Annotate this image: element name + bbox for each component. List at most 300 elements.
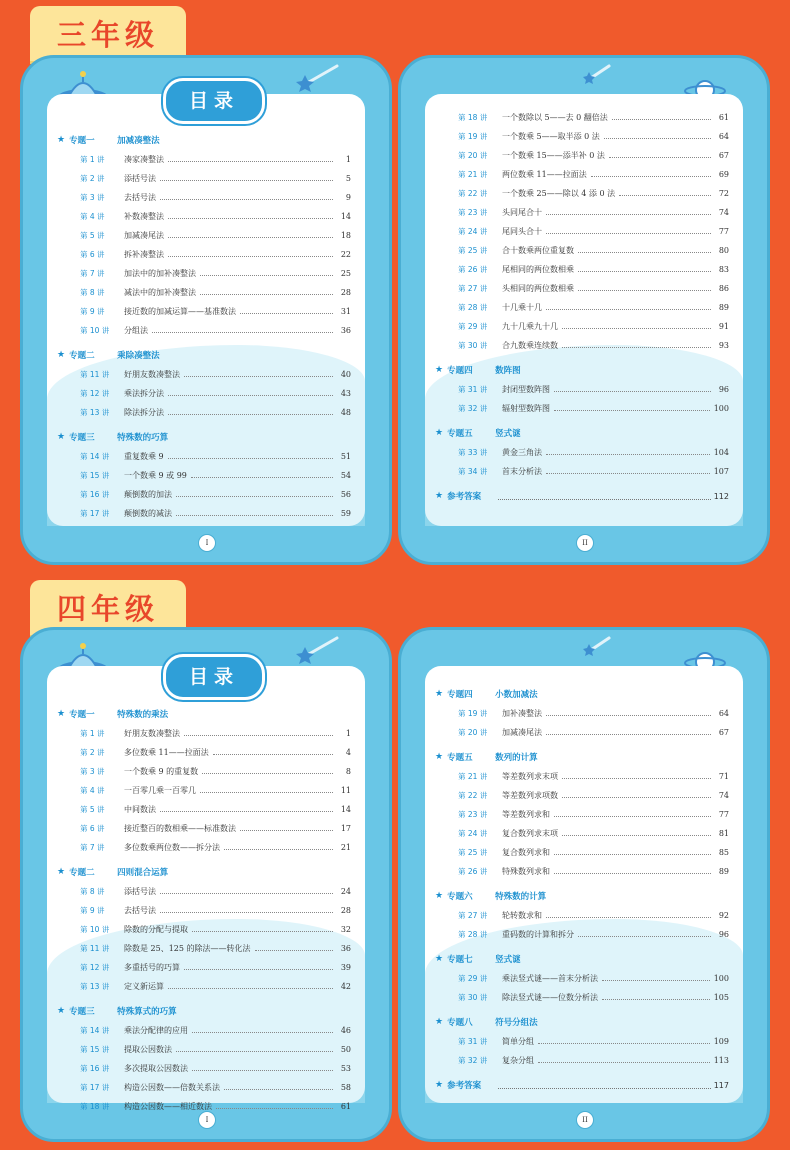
lecture-name: 一百零几乘一百零几 [124, 786, 196, 795]
lecture-name: 减法中的加补凑整法 [124, 288, 196, 297]
section-topic: 专题四 [447, 690, 473, 700]
section-heading [435, 486, 729, 506]
page-number: 89 [718, 303, 729, 312]
dot-leader [554, 847, 711, 855]
g4-right-screen [425, 666, 743, 1103]
toc-entry[interactable] [435, 165, 729, 184]
page-number: 113 [713, 1056, 729, 1065]
page-number: 100 [713, 974, 729, 983]
toc-entry[interactable] [57, 245, 351, 264]
lecture-name: 轮转数求和 [502, 911, 542, 920]
toc-entry[interactable] [57, 504, 351, 523]
g4-left-toc [57, 704, 351, 1116]
lecture-number: 第 24 讲 [458, 227, 488, 236]
dot-leader [184, 962, 333, 970]
lecture-number: 第 13 讲 [80, 982, 110, 991]
dot-leader [192, 924, 333, 932]
lecture-number: 第 2 讲 [80, 174, 105, 183]
lecture-number: 第 1 讲 [80, 729, 105, 738]
dot-leader [255, 943, 333, 951]
page-number: 93 [718, 341, 729, 350]
page-number: 14 [340, 805, 351, 814]
dot-leader [546, 207, 711, 215]
dot-leader [176, 1044, 333, 1052]
lecture-number: 第 28 讲 [458, 930, 488, 939]
lecture-name: 多重括号的巧算 [124, 963, 180, 972]
toc-entry[interactable] [57, 819, 351, 838]
lecture-number: 第 22 讲 [458, 189, 488, 198]
star-icon: ★ [435, 689, 444, 699]
toc-entry[interactable] [57, 466, 351, 485]
page-number: 74 [718, 208, 729, 217]
toc-entry[interactable] [57, 403, 351, 422]
lecture-number: 第 25 讲 [458, 246, 488, 255]
page-number: 36 [340, 326, 351, 335]
lecture-number: 第 16 讲 [80, 1064, 110, 1073]
star-icon: ★ [57, 135, 66, 145]
section-heading [435, 949, 729, 969]
page-number: 96 [718, 930, 729, 939]
dot-leader [578, 283, 711, 291]
toc-entry[interactable] [57, 920, 351, 939]
section-title: 小数加减法 [495, 690, 538, 700]
toc-entry[interactable] [57, 977, 351, 996]
page-mark: II [576, 534, 594, 552]
lecture-name: 简单分组 [502, 1037, 534, 1046]
dot-leader [160, 804, 333, 812]
toc-entry[interactable] [57, 384, 351, 403]
lecture-number: 第 27 讲 [458, 284, 488, 293]
dot-leader [609, 150, 711, 158]
lecture-name: 除法竖式谜——位数分析法 [502, 993, 598, 1002]
toc-entry[interactable] [435, 723, 729, 742]
dot-leader [192, 1063, 333, 1071]
toc-entry[interactable] [435, 222, 729, 241]
lecture-number: 第 30 讲 [458, 993, 488, 1002]
toc-entry[interactable] [435, 704, 729, 723]
lecture-name: 等差数列求项数 [502, 791, 558, 800]
toc-entry[interactable] [57, 1040, 351, 1059]
lecture-name: 等差数列求和 [502, 810, 550, 819]
toc-entry[interactable] [435, 146, 729, 165]
toc-entry[interactable] [435, 786, 729, 805]
page-number: 28 [340, 288, 351, 297]
toc-entry[interactable] [57, 169, 351, 188]
lecture-number: 第 23 讲 [458, 810, 488, 819]
lecture-number: 第 29 讲 [458, 322, 488, 331]
page-number: 14 [340, 212, 351, 221]
page-number: 18 [340, 231, 351, 240]
dot-leader [176, 489, 333, 497]
star-icon: ★ [435, 428, 444, 438]
section-title: 竖式谜 [495, 429, 521, 439]
lecture-name: 定义新运算 [124, 982, 164, 991]
lecture-name: 合十数乘两位重复数 [502, 246, 574, 255]
lecture-number: 第 1 讲 [80, 155, 105, 164]
g3-right-toc [435, 108, 729, 506]
section-title: 竖式谜 [495, 955, 521, 965]
toc-entry[interactable] [57, 901, 351, 920]
section-title: 特殊数的乘法 [117, 710, 169, 720]
toc-entry[interactable] [435, 805, 729, 824]
toc-entry[interactable] [57, 1078, 351, 1097]
page-number: 77 [718, 810, 729, 819]
page-number: 50 [340, 1045, 351, 1054]
page-number: 54 [340, 471, 351, 480]
toc-entry[interactable] [435, 969, 729, 988]
page-number: 9 [345, 193, 351, 202]
dot-leader [192, 1025, 333, 1033]
lecture-name: 加补凑整法 [502, 709, 542, 718]
toc-entry[interactable] [435, 279, 729, 298]
dot-leader [546, 226, 711, 234]
toc-entry[interactable] [435, 862, 729, 881]
page-number: 17 [340, 824, 351, 833]
section-topic: 专题三 [69, 1007, 95, 1017]
lecture-number: 第 26 讲 [458, 867, 488, 876]
toc-entry[interactable] [57, 800, 351, 819]
star-icon: ★ [57, 1006, 66, 1016]
section-title: 加减凑整法 [117, 136, 160, 146]
lecture-number: 第 7 讲 [80, 269, 105, 278]
lecture-number: 第 4 讲 [80, 212, 105, 221]
toc-entry[interactable] [435, 127, 729, 146]
lecture-number: 第 34 讲 [458, 467, 488, 476]
lecture-number: 第 18 讲 [458, 113, 488, 122]
toc-entry[interactable] [57, 958, 351, 977]
dot-leader [168, 249, 333, 257]
toc-entry[interactable] [435, 1051, 729, 1070]
star-icon: ★ [435, 1017, 444, 1027]
lecture-name: 构造公因数——倍数关系法 [124, 1083, 220, 1092]
lecture-name: 辐射型数阵图 [502, 404, 550, 413]
lecture-name: 多位数乘 11——拉面法 [124, 748, 209, 757]
lecture-name: 十几乘十几 [502, 303, 542, 312]
lecture-number: 第 6 讲 [80, 250, 105, 259]
dot-leader [612, 112, 711, 120]
lecture-name: 九十几乘九十几 [502, 322, 558, 331]
lecture-name: 加减凑尾法 [502, 728, 542, 737]
lecture-name: 首末分析法 [502, 467, 542, 476]
toc-entry[interactable] [57, 939, 351, 958]
page-number: 71 [718, 772, 729, 781]
lecture-number: 第 30 讲 [458, 341, 488, 350]
toc-entry[interactable] [57, 302, 351, 321]
section-title: 符号分组法 [495, 1018, 538, 1028]
lecture-number: 第 8 讲 [80, 887, 105, 896]
lecture-number: 第 27 讲 [458, 911, 488, 920]
toc-entry[interactable] [435, 108, 729, 127]
lecture-name: 一个数乘 15——添半补 0 法 [502, 151, 605, 160]
lecture-name: 提取公因数法 [124, 1045, 172, 1054]
lecture-name: 复合数列求和 [502, 848, 550, 857]
section-heading [435, 886, 729, 906]
page-number: 43 [340, 389, 351, 398]
page-number: 4 [345, 748, 351, 757]
lecture-name: 补数凑整法 [124, 212, 164, 221]
page-number: 74 [718, 791, 729, 800]
section-heading [57, 130, 351, 150]
toc-entry[interactable] [57, 781, 351, 800]
toc-entry[interactable] [435, 298, 729, 317]
toc-entry[interactable] [435, 462, 729, 481]
lecture-name: 构造公因数——相近数法 [124, 1102, 212, 1111]
dot-leader [546, 447, 710, 455]
dot-leader [602, 992, 710, 1000]
dot-leader [160, 905, 333, 913]
dot-leader [240, 823, 333, 831]
lecture-number: 第 22 讲 [458, 791, 488, 800]
toc-entry[interactable] [435, 906, 729, 925]
dot-leader [184, 728, 333, 736]
toc-entry[interactable] [57, 207, 351, 226]
lecture-number: 第 5 讲 [80, 231, 105, 240]
section-topic: 参考答案 [447, 1081, 482, 1091]
lecture-number: 第 21 讲 [458, 772, 488, 781]
section-title: 特殊算式的巧算 [117, 1007, 177, 1017]
lecture-name: 凑家凑整法 [124, 155, 164, 164]
dot-leader [578, 245, 711, 253]
section-heading [435, 1012, 729, 1032]
lecture-name: 尾相同的两位数相乘 [502, 265, 574, 274]
lecture-number: 第 15 讲 [80, 471, 110, 480]
toc-entry[interactable] [57, 838, 351, 857]
dot-leader [591, 169, 711, 177]
toc-entry[interactable] [435, 203, 729, 222]
lecture-number: 第 16 讲 [80, 490, 110, 499]
page-mark: II [576, 1111, 594, 1129]
section-heading [57, 427, 351, 447]
toc-entry[interactable] [435, 380, 729, 399]
lecture-name: 尾同头合十 [502, 227, 542, 236]
toc-entry[interactable] [57, 1021, 351, 1040]
grade3-tag-label: 三年级 [56, 18, 159, 52]
dot-leader [578, 929, 711, 937]
dot-leader [602, 973, 710, 981]
page-number: 69 [718, 170, 729, 179]
g3-left-toc [57, 130, 351, 523]
page-number: 31 [340, 307, 351, 316]
lecture-number: 第 25 讲 [458, 848, 488, 857]
lecture-number: 第 12 讲 [80, 389, 110, 398]
section-page: 117 [713, 1080, 729, 1090]
lecture-number: 第 32 讲 [458, 1056, 488, 1065]
dot-leader [562, 340, 711, 348]
section-heading [435, 747, 729, 767]
section-topic: 专题二 [69, 868, 95, 878]
page-number: 1 [345, 729, 351, 738]
toc-entry[interactable] [57, 365, 351, 384]
page-number: 67 [718, 151, 729, 160]
dot-leader [200, 287, 333, 295]
toc-entry[interactable] [57, 188, 351, 207]
toc-entry[interactable] [57, 1059, 351, 1078]
page-number: 40 [340, 370, 351, 379]
dot-leader [546, 708, 711, 716]
lecture-number: 第 14 讲 [80, 452, 110, 461]
lecture-number: 第 5 讲 [80, 805, 105, 814]
dot-leader [619, 188, 711, 196]
toc-entry[interactable] [435, 260, 729, 279]
page-number: 8 [345, 767, 351, 776]
page-number: 46 [340, 1026, 351, 1035]
dot-leader [168, 211, 333, 219]
lecture-name: 等差数列求末项 [502, 772, 558, 781]
lecture-name: 合九数乘连续数 [502, 341, 558, 350]
toc-entry[interactable] [57, 150, 351, 169]
toc-entry[interactable] [435, 443, 729, 462]
toc-entry[interactable] [57, 264, 351, 283]
lecture-number: 第 9 讲 [80, 307, 105, 316]
toc-entry[interactable] [57, 321, 351, 340]
section-topic: 专题五 [447, 429, 473, 439]
page-number: 81 [718, 829, 729, 838]
toc-entry[interactable] [435, 925, 729, 944]
page-number: 91 [718, 322, 729, 331]
lecture-name: 加法中的加补凑整法 [124, 269, 196, 278]
dot-leader [200, 785, 333, 793]
section-topic: 专题七 [447, 955, 473, 965]
star-icon: ★ [435, 1080, 444, 1090]
toc-entry[interactable] [435, 336, 729, 355]
toc-title: 目录 [163, 78, 265, 124]
dot-leader [200, 268, 333, 276]
dot-leader [168, 230, 333, 238]
toc-entry[interactable] [435, 767, 729, 786]
page-number: 67 [718, 728, 729, 737]
section-title: 乘除凑整法 [117, 351, 160, 361]
g4-right-toc [435, 684, 729, 1095]
shooting-star-icon [581, 634, 611, 658]
shooting-star-icon [295, 62, 341, 92]
dot-leader [546, 466, 710, 474]
section-topic: 专题一 [69, 136, 95, 146]
toc-entry[interactable] [57, 226, 351, 245]
section-heading [57, 345, 351, 365]
lecture-number: 第 26 讲 [458, 265, 488, 274]
lecture-number: 第 7 讲 [80, 843, 105, 852]
lecture-name: 特殊数列求和 [502, 867, 550, 876]
g3-right-tablet [398, 55, 770, 565]
lecture-number: 第 2 讲 [80, 748, 105, 757]
page-mark: I [198, 534, 216, 552]
g3-left-screen [47, 94, 365, 526]
lecture-number: 第 28 讲 [458, 303, 488, 312]
page-number: 28 [340, 906, 351, 915]
lecture-name: 黄金三角法 [502, 448, 542, 457]
toc-entry[interactable] [435, 824, 729, 843]
section-title: 特殊数的计算 [495, 892, 547, 902]
dot-leader [546, 302, 711, 310]
lecture-number: 第 24 讲 [458, 829, 488, 838]
section-topic: 专题一 [69, 710, 95, 720]
lecture-number: 第 4 讲 [80, 786, 105, 795]
dot-leader [240, 306, 333, 314]
lecture-name: 除数的分配与提取 [124, 925, 188, 934]
lecture-name: 乘法拆分法 [124, 389, 164, 398]
dot-leader [562, 828, 711, 836]
page-number: 53 [340, 1064, 351, 1073]
dot-leader [176, 508, 333, 516]
dot-leader [546, 910, 711, 918]
dot-leader [191, 470, 333, 478]
lecture-name: 除法拆分法 [124, 408, 164, 417]
section-topic: 专题二 [69, 351, 95, 361]
section-heading [435, 360, 729, 380]
toc-entry[interactable] [57, 762, 351, 781]
lecture-number: 第 8 讲 [80, 288, 105, 297]
page-number: 107 [713, 467, 729, 476]
page-number: 80 [718, 246, 729, 255]
page-number: 100 [713, 404, 729, 413]
page-number: 51 [340, 452, 351, 461]
toc-entry[interactable] [57, 485, 351, 504]
lecture-name: 一个数乘 25——除以 4 添 0 法 [502, 189, 616, 198]
page-number: 1 [345, 155, 351, 164]
toc-entry[interactable] [435, 241, 729, 260]
lecture-number: 第 15 讲 [80, 1045, 110, 1054]
toc-entry[interactable] [57, 743, 351, 762]
toc-entry[interactable] [57, 447, 351, 466]
page-number: 64 [718, 132, 729, 141]
lecture-name: 一个数除以 5——去 0 翻倍法 [502, 113, 608, 122]
page-number: 22 [340, 250, 351, 259]
dot-leader [578, 264, 711, 272]
page-number: 25 [340, 269, 351, 278]
toc-entry[interactable] [57, 882, 351, 901]
page-number: 92 [718, 911, 729, 920]
toc-entry[interactable] [57, 724, 351, 743]
page-number: 21 [340, 843, 351, 852]
page-mark: I [198, 1111, 216, 1129]
section-title: 特殊数的巧算 [117, 433, 169, 443]
lecture-number: 第 21 讲 [458, 170, 488, 179]
lecture-number: 第 32 讲 [458, 404, 488, 413]
toc-entry[interactable] [57, 283, 351, 302]
lecture-name: 头相同的两位数相乘 [502, 284, 574, 293]
lecture-number: 第 3 讲 [80, 767, 105, 776]
dot-leader [562, 790, 711, 798]
dot-leader [224, 1082, 333, 1090]
toc-entry[interactable] [435, 399, 729, 418]
lecture-number: 第 19 讲 [458, 709, 488, 718]
toc-entry[interactable] [435, 184, 729, 203]
lecture-name: 添括号法 [124, 887, 156, 896]
section-topic: 专题六 [447, 892, 473, 902]
toc-entry[interactable] [435, 843, 729, 862]
section-topic: 专题八 [447, 1018, 473, 1028]
toc-title: 目录 [163, 654, 265, 700]
lecture-number: 第 12 讲 [80, 963, 110, 972]
lecture-name: 好朋友数凑整法 [124, 370, 180, 379]
page-number: 36 [340, 944, 351, 953]
section-heading [435, 684, 729, 704]
lecture-name: 添括号法 [124, 174, 156, 183]
lecture-number: 第 31 讲 [458, 1037, 488, 1046]
star-icon: ★ [57, 432, 66, 442]
lecture-name: 复合数列求末项 [502, 829, 558, 838]
lecture-name: 一个数乘 9 或 99 [124, 471, 187, 480]
toc-entry[interactable] [435, 317, 729, 336]
toc-entry[interactable] [435, 988, 729, 1007]
toc-entry[interactable] [435, 1032, 729, 1051]
lecture-name: 乘法竖式谜——首末分析法 [502, 974, 598, 983]
star-icon: ★ [435, 954, 444, 964]
dot-leader [538, 1055, 710, 1063]
lecture-number: 第 10 讲 [80, 925, 110, 934]
star-icon: ★ [435, 752, 444, 762]
section-heading [57, 704, 351, 724]
